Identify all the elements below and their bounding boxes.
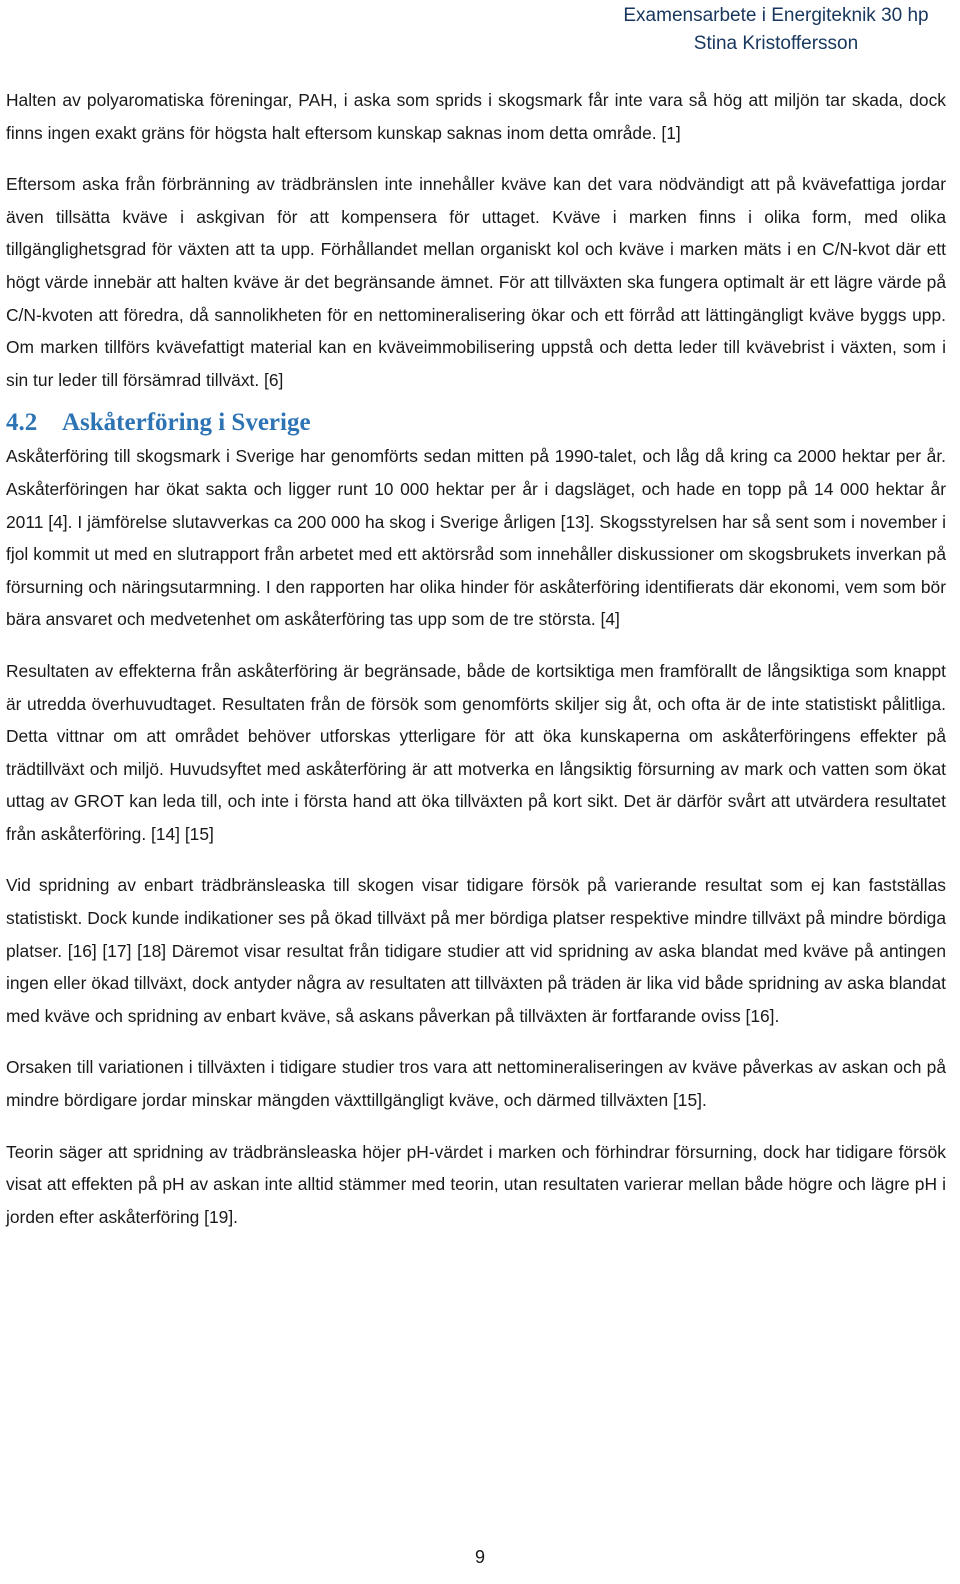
paragraph-ash-recycling-sweden: Askåterföring till skogsmark i Sverige har genomförts sedan mitten på 1990-talet, och låg då kring ca 2000 hektar per år. Askåterföringen har ökat sakta och ligger runt 10 000 hektar per år i dagsläget, och hade en topp på 14 000 hektar år 2011 [4]. I jämförelse slutavverkas ca 200 000 ha skog i Sverige årligen [13]. Skogsstyrelsen har så sent som i november i fjol kommit ut med en slutrapport från arbetet med ett aktörsråd som innehåller diskussioner om skogsbrukets inverkan på försurning och näringsutarmning. I den rapporten har olika hinder för askåterföring identifierats där ekonomi, vem som bör bära ansvaret och medvetenhet om askåterföring tas upp som de tre största. [4]	[6, 446, 946, 630]
paragraph-results: Resultaten av effekterna från askåterföring är begränsade, både de kortsiktiga men framförallt de långsiktiga som knappt är utredda överhuvudtaget. Resultaten från de försök som genomförts skiljer sig åt, och ofta är de inte statistiskt pålitliga. Detta vittnar om att området behöver utforskas ytterligare för att öka kunskaperna om askåterföringens effekter på trädtillväxt och miljö. Huvudsyftet med askåterföring är att motverka en långsiktig försurning av mark och vatten som ökat uttag av GROT kan leda till, och inte i första hand att öka tillväxten på kort sikt. Det är därför svårt att utvärdera resultatet från askåterföring. [14] [15]	[6, 660, 946, 844]
paragraph-spreading: Vid spridning av enbart trädbränsleaska till skogen visar tidigare försök på varierande resultat som ej kan fastställas statistiskt. Dock kunde indikationer ses på ökad tillväxt på mer bördiga platser respektive mindre tillväxt på mindre bördiga platser. [16] [17] [18] Däremot visar resultat från tidigare studier att vid spridning av aska blandat med kväve på antingen ingen eller ökad tillväxt, dock antyder några av resultaten att tillväxten på träden är lika vid både spridning av aska blandat med kväve och spridning av enbart kväve, så askans påverkan på tillväxten är fortfarande oviss [16].	[6, 875, 946, 1026]
header-author: Stina Kristoffersson	[693, 33, 859, 54]
paragraph-pah: Halten av polyaromatiska föreningar, PAH, i aska som sprids i skogsmark får inte vara så hög att miljön tar skada, dock finns ingen exakt gräns för högsta halt eftersom kunskap saknas inom detta område. [1]	[6, 90, 946, 143]
section-number: 4.2	[6, 409, 38, 437]
section-title: Askåterföring i Sverige	[62, 409, 311, 437]
header-thesis-title: Examensarbete i Energiteknik 30 hp	[623, 5, 929, 26]
section-heading	[6, 406, 946, 440]
running-header	[606, 2, 946, 58]
paragraph-ph-theory: Teorin säger att spridning av trädbränsleaska höjer pH-värdet i marken och förhindrar försurning, dock har tidigare försök visat att effekten på pH av askan inte alltid stämmer med teorin, utan resultaten varierar mellan både högre och lägre pH i jorden efter askåterföring [19].	[6, 1141, 946, 1227]
page-number: 9	[474, 1547, 485, 1567]
paragraph-variation: Orsaken till variationen i tillväxten i tidigare studier tros vara att nettomineraliseringen av kväve påverkas av askan och på mindre bördigare jordar minskar mängden växttillgängligt kväve, och därmed tillväxten [15].	[6, 1057, 946, 1111]
body-text	[6, 84, 946, 1233]
paragraph-nitrogen: Eftersom aska från förbränning av trädbränslen inte innehåller kväve kan det vara nödvändigt att på kvävefattiga jordar även tillsätta kväve i askgivan för att kompensera för uttaget. Kväve i marken finns i olika form, med olika tillgänglighetsgrad för växten att ta upp. Förhållandet mellan organiskt kol och kväve i marken mäts i en C/N-kvot där ett högt värde innebär att halten kväve är det begränsande ämnet. För att tillväxten ska fungera optimalt är ett lägre värde på C/N-kvoten att föredra, då sannolikheten för en nettomineralisering ökar och ett förråd att lättingängligt kväve byggs upp. Om marken tillförs kvävefattigt material kan en kväveimmobilisering uppstå och detta leder till kvävebrist i växten, som i sin tur leder till försämrad tillväxt. [6]	[6, 174, 946, 390]
